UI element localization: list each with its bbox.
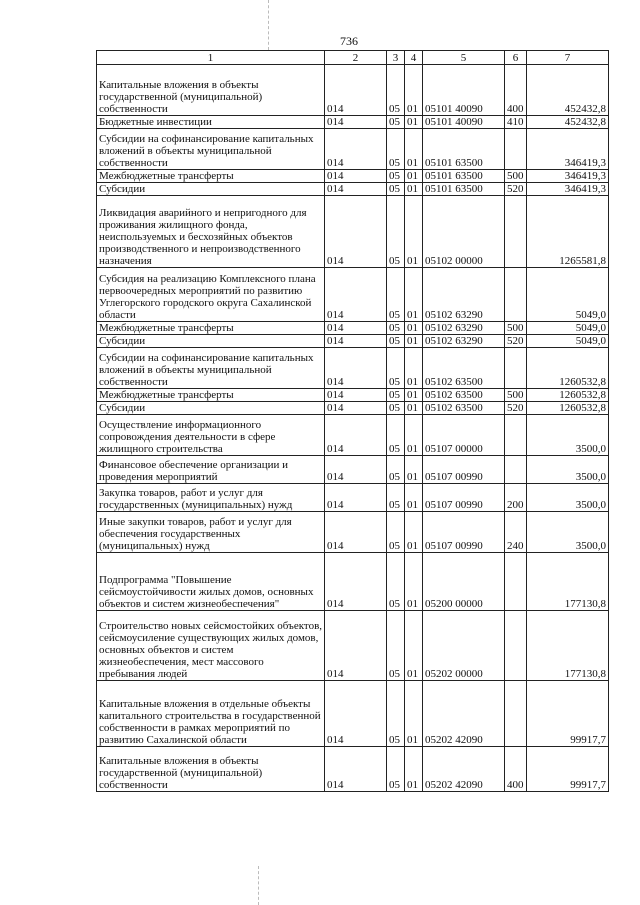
row-section-code: 05 [387,183,405,196]
row-ved-code: 014 [325,335,387,348]
row-expense-type-code [505,129,527,170]
row-section-code: 05 [387,456,405,484]
row-section-code: 05 [387,65,405,116]
table-row [97,402,609,415]
row-subsection-code: 01 [405,116,423,129]
row-target-article-code: 05101 63500 [423,170,505,183]
row-ved-code: 014 [325,170,387,183]
column-header: 6 [505,51,527,65]
row-name: Межбюджетные трансферты [97,389,325,402]
row-name: Капитальные вложения в объекты государственной (муниципальной) собственности [97,65,325,116]
row-name: Капитальные вложения в объекты государственной (муниципальной) собственности [97,747,325,792]
row-section-code: 05 [387,681,405,747]
table-row [97,170,609,183]
row-name: Субсидии на софинансирование капитальных вложений в объекты муниципальной собственности [97,348,325,389]
table-row [97,65,609,116]
table-row [97,389,609,402]
row-ved-code: 014 [325,512,387,553]
row-name: Закупка товаров, работ и услуг для государственных (муниципальных) нужд [97,484,325,512]
column-header: 7 [527,51,609,65]
row-name: Ликвидация аварийного и непригодного для проживания жилищного фонда, неиспользуемых и бесхозяйных объектов производственного и непроизводственного назначения [97,196,325,268]
row-amount: 452432,8 [527,116,609,129]
row-amount: 1260532,8 [527,402,609,415]
row-target-article-code: 05202 42090 [423,681,505,747]
row-ved-code: 014 [325,116,387,129]
row-target-article-code: 05102 63500 [423,348,505,389]
row-subsection-code: 01 [405,196,423,268]
row-section-code: 05 [387,335,405,348]
page-number: 736 [340,34,358,48]
table-row [97,268,609,322]
column-header: 1 [97,51,325,65]
row-ved-code: 014 [325,65,387,116]
table-row [97,484,609,512]
row-name: Межбюджетные трансферты [97,170,325,183]
row-section-code: 05 [387,389,405,402]
row-expense-type-code: 520 [505,402,527,415]
row-amount: 99917,7 [527,681,609,747]
row-subsection-code: 01 [405,348,423,389]
row-target-article-code: 05200 00000 [423,553,505,611]
row-subsection-code: 01 [405,170,423,183]
row-amount: 5049,0 [527,335,609,348]
row-amount: 452432,8 [527,65,609,116]
row-subsection-code: 01 [405,456,423,484]
row-amount: 177130,8 [527,553,609,611]
row-expense-type-code [505,268,527,322]
scan-fold-line [268,0,269,50]
row-section-code: 05 [387,747,405,792]
row-subsection-code: 01 [405,611,423,681]
row-section-code: 05 [387,512,405,553]
table-row [97,415,609,456]
row-subsection-code: 01 [405,268,423,322]
table-row [97,322,609,335]
row-expense-type-code: 500 [505,389,527,402]
row-ved-code: 014 [325,553,387,611]
row-name: Иные закупки товаров, работ и услуг для обеспечения государственных (муниципальных) нужд [97,512,325,553]
row-target-article-code: 05107 00990 [423,512,505,553]
table-row [97,348,609,389]
row-ved-code: 014 [325,268,387,322]
row-target-article-code: 05101 63500 [423,183,505,196]
table-row [97,116,609,129]
row-expense-type-code [505,681,527,747]
row-target-article-code: 05101 40090 [423,116,505,129]
row-section-code: 05 [387,611,405,681]
row-subsection-code: 01 [405,553,423,611]
row-target-article-code: 05102 63500 [423,389,505,402]
column-header: 3 [387,51,405,65]
row-name: Субсидии [97,335,325,348]
row-amount: 3500,0 [527,456,609,484]
scan-fold-line [258,866,259,905]
row-name: Финансовое обеспечение организации и проведения мероприятий [97,456,325,484]
row-section-code: 05 [387,268,405,322]
row-ved-code: 014 [325,611,387,681]
row-expense-type-code [505,553,527,611]
row-section-code: 05 [387,129,405,170]
row-expense-type-code: 400 [505,747,527,792]
row-amount: 3500,0 [527,512,609,553]
row-section-code: 05 [387,415,405,456]
row-subsection-code: 01 [405,484,423,512]
row-subsection-code: 01 [405,389,423,402]
table-row [97,196,609,268]
row-amount: 346419,3 [527,183,609,196]
row-subsection-code: 01 [405,415,423,456]
row-subsection-code: 01 [405,402,423,415]
table-header-row [97,51,609,65]
row-expense-type-code [505,611,527,681]
row-subsection-code: 01 [405,129,423,170]
row-target-article-code: 05202 00000 [423,611,505,681]
row-amount: 99917,7 [527,747,609,792]
row-name: Капитальные вложения в отдельные объекты капитального строительства в государственной собственности в рамках мероприятий по развитию Сахалинской области [97,681,325,747]
row-target-article-code: 05102 63290 [423,335,505,348]
row-expense-type-code [505,456,527,484]
row-expense-type-code [505,415,527,456]
row-subsection-code: 01 [405,322,423,335]
row-target-article-code: 05107 00990 [423,456,505,484]
column-header: 2 [325,51,387,65]
row-target-article-code: 05102 63290 [423,322,505,335]
row-amount: 177130,8 [527,611,609,681]
row-section-code: 05 [387,116,405,129]
row-expense-type-code: 500 [505,322,527,335]
column-header: 4 [405,51,423,65]
row-subsection-code: 01 [405,335,423,348]
row-ved-code: 014 [325,322,387,335]
row-ved-code: 014 [325,681,387,747]
row-subsection-code: 01 [405,65,423,116]
row-section-code: 05 [387,322,405,335]
row-target-article-code: 05107 00990 [423,484,505,512]
row-section-code: 05 [387,484,405,512]
row-target-article-code: 05107 00000 [423,415,505,456]
row-target-article-code: 05102 63290 [423,268,505,322]
row-section-code: 05 [387,553,405,611]
row-expense-type-code: 520 [505,183,527,196]
table-row [97,611,609,681]
row-expense-type-code: 200 [505,484,527,512]
row-subsection-code: 01 [405,747,423,792]
table-row [97,183,609,196]
row-name: Строительство новых сейсмостойких объектов, сейсмоусиление существующих жилых домов, основных объектов и систем жизнеобеспечения, мест массового пребывания людей [97,611,325,681]
row-ved-code: 014 [325,389,387,402]
table-row [97,512,609,553]
row-ved-code: 014 [325,415,387,456]
row-section-code: 05 [387,348,405,389]
row-name: Подпрограмма "Повышение сейсмоустойчивости жилых домов, основных объектов и систем жизнеобеспечения" [97,553,325,611]
row-ved-code: 014 [325,484,387,512]
row-expense-type-code [505,348,527,389]
row-amount: 1265581,8 [527,196,609,268]
table-row [97,553,609,611]
row-target-article-code: 05101 63500 [423,129,505,170]
row-section-code: 05 [387,402,405,415]
row-amount: 5049,0 [527,268,609,322]
row-section-code: 05 [387,170,405,183]
table-row [97,747,609,792]
row-amount: 1260532,8 [527,389,609,402]
row-ved-code: 014 [325,183,387,196]
row-amount: 346419,3 [527,129,609,170]
row-ved-code: 014 [325,129,387,170]
row-subsection-code: 01 [405,512,423,553]
row-name: Бюджетные инвестиции [97,116,325,129]
row-name: Субсидии [97,183,325,196]
row-subsection-code: 01 [405,183,423,196]
table-row [97,129,609,170]
row-expense-type-code: 500 [505,170,527,183]
row-subsection-code: 01 [405,681,423,747]
row-name: Межбюджетные трансферты [97,322,325,335]
row-ved-code: 014 [325,747,387,792]
row-ved-code: 014 [325,348,387,389]
budget-table [96,50,609,792]
row-amount: 5049,0 [527,322,609,335]
row-target-article-code: 05102 00000 [423,196,505,268]
row-amount: 1260532,8 [527,348,609,389]
row-target-article-code: 05101 40090 [423,65,505,116]
row-amount: 346419,3 [527,170,609,183]
row-ved-code: 014 [325,456,387,484]
row-expense-type-code: 410 [505,116,527,129]
row-ved-code: 014 [325,196,387,268]
row-name: Субсидия на реализацию Комплексного плана первоочередных мероприятий по развитию Углегорского городского округа Сахалинской области [97,268,325,322]
column-header: 5 [423,51,505,65]
row-expense-type-code: 520 [505,335,527,348]
row-name: Осуществление информационного сопровождения деятельности в сфере жилищного строительства [97,415,325,456]
table-row [97,456,609,484]
table-row [97,681,609,747]
row-ved-code: 014 [325,402,387,415]
row-amount: 3500,0 [527,415,609,456]
row-target-article-code: 05202 42090 [423,747,505,792]
row-name: Субсидии на софинансирование капитальных вложений в объекты муниципальной собственности [97,129,325,170]
row-target-article-code: 05102 63500 [423,402,505,415]
row-expense-type-code: 240 [505,512,527,553]
row-section-code: 05 [387,196,405,268]
row-expense-type-code: 400 [505,65,527,116]
row-amount: 3500,0 [527,484,609,512]
row-name: Субсидии [97,402,325,415]
row-expense-type-code [505,196,527,268]
table-row [97,335,609,348]
